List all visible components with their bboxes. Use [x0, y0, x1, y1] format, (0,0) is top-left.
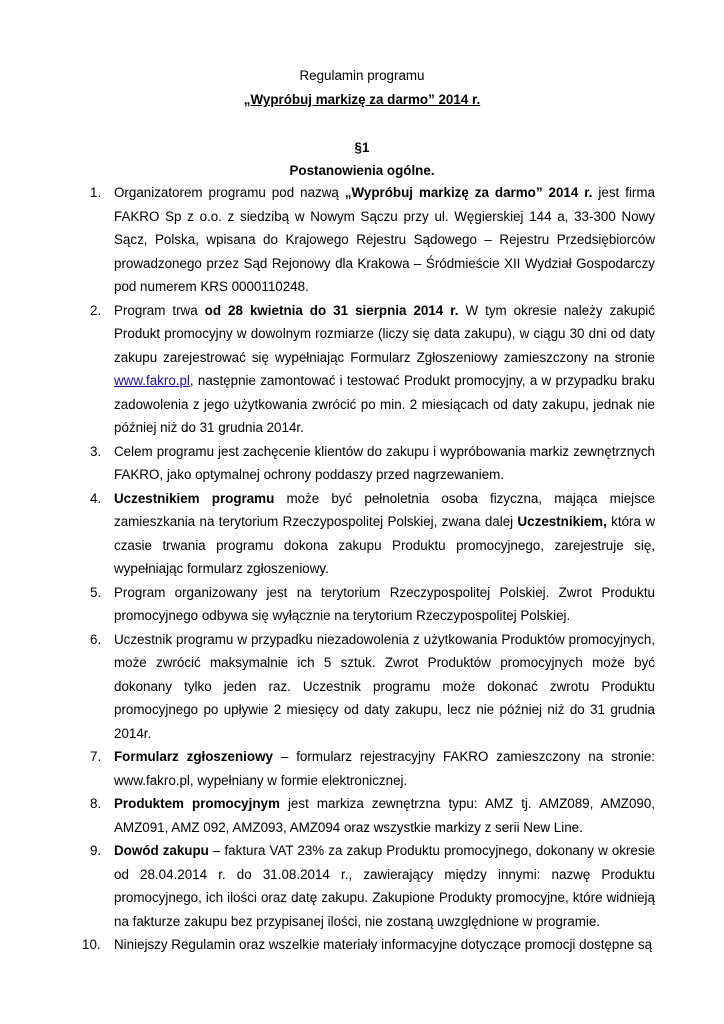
paragraph-text: która w czasie trwania programu dokona zakupu Produktu promocyjnego, zarejestruje się, wypełniając formularz zgłoszeniowy.: [114, 514, 655, 576]
bold-term: Dowód zakupu: [114, 843, 209, 858]
list-item: [0, 792, 655, 839]
bold-term: od 28 kwietnia do 31 sierpnia 2014 r.: [204, 302, 459, 318]
list-item-number: 5.: [90, 584, 102, 600]
list-item-number: 4.: [90, 490, 102, 506]
list-item-number: 6.: [90, 631, 102, 647]
paragraph-text: jest markiza zewnętrzna typu: AMZ tj. AMZ089, AMZ090, AMZ091, AMZ 092, AMZ093, AMZ094 oraz wszystkie markizy z serii New Line.: [114, 796, 656, 835]
paragraph-text: Niniejszy Regulamin oraz wszelkie materiały informacyjne dotyczące promocji dostępne są: [114, 937, 653, 952]
list-item-number: 3.: [90, 443, 102, 459]
document-title-line2: „Wypróbuj markizę za darmo” 2014 r.: [243, 92, 481, 107]
bold-term: Uczestnikiem programu: [114, 490, 275, 506]
paragraph-text: W tym okresie należy zakupić Produkt promocyjny w dowolnym rozmiarze (liczy się data zakupu), w ciągu 30 dni od daty zakupu zarejestrować się wypełniając Formularz Zgłoszeniowy zamieszczony na stronie: [114, 302, 655, 365]
list-item: [0, 581, 655, 628]
paragraph-text: – faktura VAT 23% za zakup Produktu promocyjnego, dokonany w okresie od 28.04.2014 r. do 31.08.2014 r., zawierający między innymi: nazwę Produktu promocyjnego, ich ilości oraz datę zakupu. Zakupione Produkty promocyjne, które widnieją na fakturze zakupu bez przypisanej ilości, nie zostaną uwzględnione w programie.: [114, 843, 655, 929]
bold-term: „Wypróbuj markizę za darmo” 2014 r.: [344, 185, 593, 200]
list-item-number: 7.: [90, 749, 102, 764]
paragraph-text: jest firma FAKRO Sp z o.o. z siedzibą w Nowym Sączu przy ul. Węgierskiej 144 a, 33-300 Nowy Sącz, Polska, wpisana do Krajowego Rejestru Sądowego – Rejestru Przedsiębiorców prowadzonego przez Sąd Rejonowy dla Krakowa – Śródmieście XII Wydział Gospodarczy pod numerem KRS 0000110248.: [114, 185, 655, 294]
regulations-list: [0, 181, 724, 957]
list-item-number: 8.: [90, 796, 102, 811]
list-item: [0, 745, 655, 792]
document-title-line1: Regulamin programu: [299, 68, 425, 83]
list-item-number: 10.: [82, 937, 101, 952]
list-item: [0, 487, 655, 581]
paragraph-text: Uczestnik programu w przypadku niezadowolenia z użytkowania Produktów promocyjnych, może zwrócić maksymalnie ich 5 sztuk. Zwrot Produktów promocyjnych może być dokonany tylko jeden raz. Uczestnik programu może dokonać zwrotu Produktu promocyjnego po upływie 2 miesięcy od daty zakupu, lecz nie później niż do 31 grudnia 2014r.: [114, 631, 655, 741]
paragraph-text: może być pełnoletnia osoba fizyczna, mająca miejsce zamieszkania na terytorium Rzeczypospolitej Polskiej, zwana dalej: [114, 490, 655, 529]
paragraph-text: Organizatorem programu pod nazwą: [114, 185, 345, 200]
list-item-number: 1.: [90, 185, 102, 200]
bold-term: Produktem promocyjnym: [114, 796, 280, 811]
website-link[interactable]: www.fakro.pl: [114, 373, 190, 388]
list-item: [0, 839, 655, 933]
paragraph-text: , następnie zamontować i testować Produkt promocyjny, a w przypadku braku zadowolenia z jego użytkowania zwrócić po min. 2 miesiącach od daty zakupu, jednak nie później niż do 31 grudnia 2014r.: [114, 373, 655, 435]
section-number: §1: [354, 140, 370, 155]
paragraph-text: Program trwa: [114, 302, 205, 318]
section-title: Postanowienia ogólne.: [289, 163, 435, 178]
list-item: [0, 933, 655, 957]
list-item: [0, 181, 655, 299]
paragraph-text: Celem programu jest zachęcenie klientów do zakupu i wypróbowania markiz zewnętrznych FAKRO, jako optymalnej ochrony poddaszy przed nagrzewaniem.: [114, 443, 655, 482]
paragraph-text: – formularz rejestracyjny FAKRO zamieszczony na stronie: www.fakro.pl, wypełniany w formie elektronicznej.: [114, 749, 655, 788]
bold-term: Formularz zgłoszeniowy: [114, 749, 273, 764]
bold-term: Uczestnikiem,: [517, 514, 607, 529]
list-item-number: 9.: [90, 843, 102, 858]
list-item: [0, 440, 655, 487]
list-item-number: 2.: [90, 302, 102, 318]
list-item: [0, 299, 655, 440]
list-item: [0, 628, 655, 746]
paragraph-text: Program organizowany jest na terytorium Rzeczypospolitej Polskiej. Zwrot Produktu promocyjnego odbywa się wyłącznie na terytorium Rzeczypospolitej Polskiej.: [114, 584, 655, 623]
